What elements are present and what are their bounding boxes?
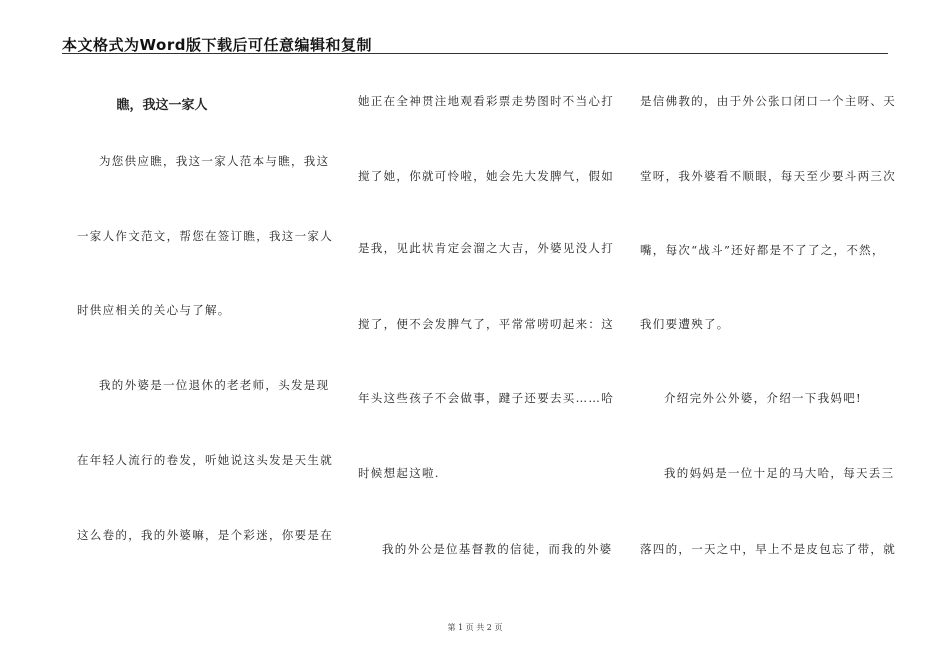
text-line: 为您供应瞧，我这一家人范本与瞧，我这 (99, 154, 330, 168)
text-line: 是我，见此状肯定会溜之大吉，外婆见没人打 (358, 241, 614, 255)
text-line: 这么卷的，我的外婆嘛，是个彩迷，你要是在 (77, 528, 333, 542)
text-line: 年头这些孩子不会做事，踺子还要去买……哈 (358, 391, 614, 405)
page-number: 第 1 页 共 2 页 (447, 623, 503, 632)
text-line: 我的外婆是一位退休的老老师，头发是现 (99, 378, 330, 392)
text-line: 嘴，每次“战斗”还好都是不了了之，不然， (640, 243, 885, 257)
text-line: 搅了她，你就可怜啦，她会先大发脾气，假如 (358, 169, 614, 183)
article-title: 瞧，我这一家人 (116, 98, 208, 113)
text-line: 时候想起这啦. (358, 466, 440, 480)
document-header: 本文格式为Word版下载后可任意编辑和复制 (62, 36, 372, 54)
text-line: 堂呀，我外婆看不顺眼，每天至少要斗两三次 (640, 169, 896, 183)
text-line: 在年轻人流行的卷发，听她说这头发是天生就 (77, 453, 333, 467)
text-line: 介绍完外公外婆，介绍一下我妈吧! (664, 391, 862, 405)
text-line: 是信佛教的，由于外公张口闭口一个主呀、天 (640, 94, 896, 108)
text-line: 一家人作文范文，帮您在签订瞧，我这一家人 (77, 229, 333, 243)
text-line: 搅了，便不会发脾气了，平常常唠叨起来：这 (358, 317, 614, 331)
text-line: 落四的，一天之中，早上不是皮包忘了带，就 (640, 542, 896, 556)
text-line: 我的妈妈是一位十足的马大哈，每天丢三 (664, 466, 895, 480)
text-line: 她正在全神贯注地观看彩票走势图时不当心打 (358, 94, 614, 108)
text-line: 我们要遭殃了。 (640, 317, 730, 331)
text-line: 时供应相关的关心与了解。 (77, 303, 231, 317)
header-divider (62, 53, 888, 54)
text-line: 我的外公是位基督教的信徒，而我的外婆 (382, 542, 613, 556)
